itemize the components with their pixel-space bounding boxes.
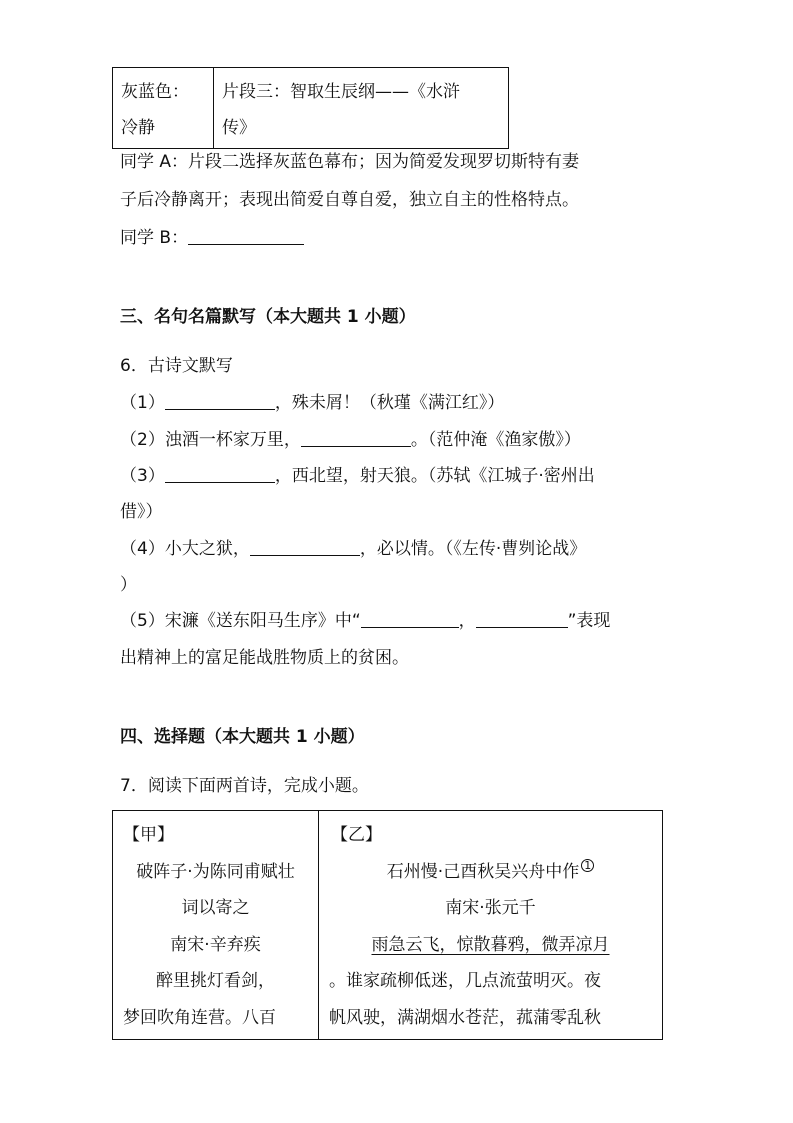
- item-prefix: （1）: [120, 393, 165, 413]
- item-suffix: ，西北望，射天狼。（苏轼《江城子·密州出: [274, 466, 595, 486]
- footnote-mark: 1: [581, 859, 594, 872]
- item-prefix: （5）宋濂《送东阳马生序》中“: [120, 611, 361, 631]
- section3-title: 三、名句名篇默写（本大题共 1 小题）: [120, 307, 416, 327]
- q6-item-5-cont: 出精神上的富足能战胜物质上的贫困。: [120, 648, 409, 668]
- q6-stem: 6．古诗文默写: [120, 356, 233, 376]
- item-mid: ，: [458, 611, 476, 631]
- poem-jia-line: 醉里挑灯看剑，: [156, 971, 275, 991]
- answer-blank[interactable]: [301, 428, 411, 447]
- poem-yi-title: 石州慢·己酉秋吴兴舟中作: [386, 861, 580, 882]
- fragment-cell-line: 片段三：智取生辰纲——《水浒: [222, 82, 460, 102]
- item-suffix: 。（范仲淹《渔家傲》）: [410, 430, 581, 450]
- poem-yi-label: 【乙】: [331, 825, 382, 845]
- color-cell-line: 灰蓝色：: [121, 82, 189, 102]
- color-cell-line: 冷静: [121, 118, 155, 138]
- item-prefix: （2）浊酒一杯家万里，: [120, 430, 301, 450]
- poem-yi-cell: [319, 811, 663, 1040]
- poem-yi-line-row: [329, 927, 652, 964]
- student-b-line: [120, 226, 304, 250]
- section4-title: 四、选择题（本大题共 1 小题）: [120, 727, 365, 747]
- answer-blank[interactable]: [165, 464, 275, 483]
- color-table: [112, 67, 509, 149]
- answer-blank[interactable]: [165, 391, 275, 410]
- student-a-line1: 同学 A：片段二选择灰蓝色幕布；因为简爱发现罗切斯特有妻: [120, 152, 580, 172]
- poem-jia-line: 梦回吹角连营。八百: [123, 1007, 276, 1028]
- fragment-cell: [214, 68, 509, 149]
- student-b-label: 同学 B：: [120, 228, 189, 248]
- q6-item-2: [120, 428, 581, 452]
- poem-yi-title-row: [329, 854, 652, 891]
- q6-item-1: [120, 391, 504, 415]
- item-prefix: （4）小大之狱，: [120, 539, 250, 559]
- student-a-line2: 子后冷静离开；表现出简爱自尊自爱，独立自主的性格特点。: [120, 190, 579, 210]
- fragment-cell-line: 传》: [222, 118, 256, 138]
- answer-blank[interactable]: [188, 226, 304, 245]
- q6-item-3-cont: 借》）: [120, 502, 163, 522]
- answer-blank[interactable]: [250, 537, 360, 556]
- item-suffix: ”表现: [567, 611, 611, 631]
- poem-jia-title: 词以寄之: [181, 898, 250, 918]
- q7-stem: 7．阅读下面两首诗，完成小题。: [120, 776, 369, 796]
- item-suffix: ，殊未屑！（秋瑾《满江红》）: [274, 393, 505, 413]
- item-prefix: （3）: [120, 466, 165, 486]
- poem-jia-title: 破阵子·为陈同甫赋壮: [136, 861, 295, 882]
- answer-blank[interactable]: [361, 609, 459, 628]
- poem-yi-line: 。谁家疏柳低迷，几点流萤明灭。夜: [329, 971, 601, 991]
- poem-yi-line-underlined: 雨急云飞，惊散暮鸦，微弄凉月: [371, 934, 610, 955]
- poem-yi-author: 南宋·张元千: [445, 898, 536, 918]
- q6-item-5: [120, 609, 610, 633]
- poem-table: [112, 810, 663, 1040]
- poem-jia-label: 【甲】: [123, 825, 174, 845]
- item-suffix: ，必以情。（《左传·曹刿论战》: [359, 539, 587, 559]
- q6-item-4: [120, 537, 586, 561]
- q6-item-3: [120, 464, 595, 488]
- poem-yi-line: 帆风驶，满湖烟水苍茫，菰蒲零乱秋: [329, 1007, 601, 1028]
- poem-jia-cell: [113, 811, 319, 1040]
- q6-item-4-cont: ）: [120, 575, 137, 595]
- color-cell: [113, 68, 214, 149]
- poem-jia-author: 南宋·辛弃疾: [170, 934, 261, 955]
- answer-blank[interactable]: [476, 609, 568, 628]
